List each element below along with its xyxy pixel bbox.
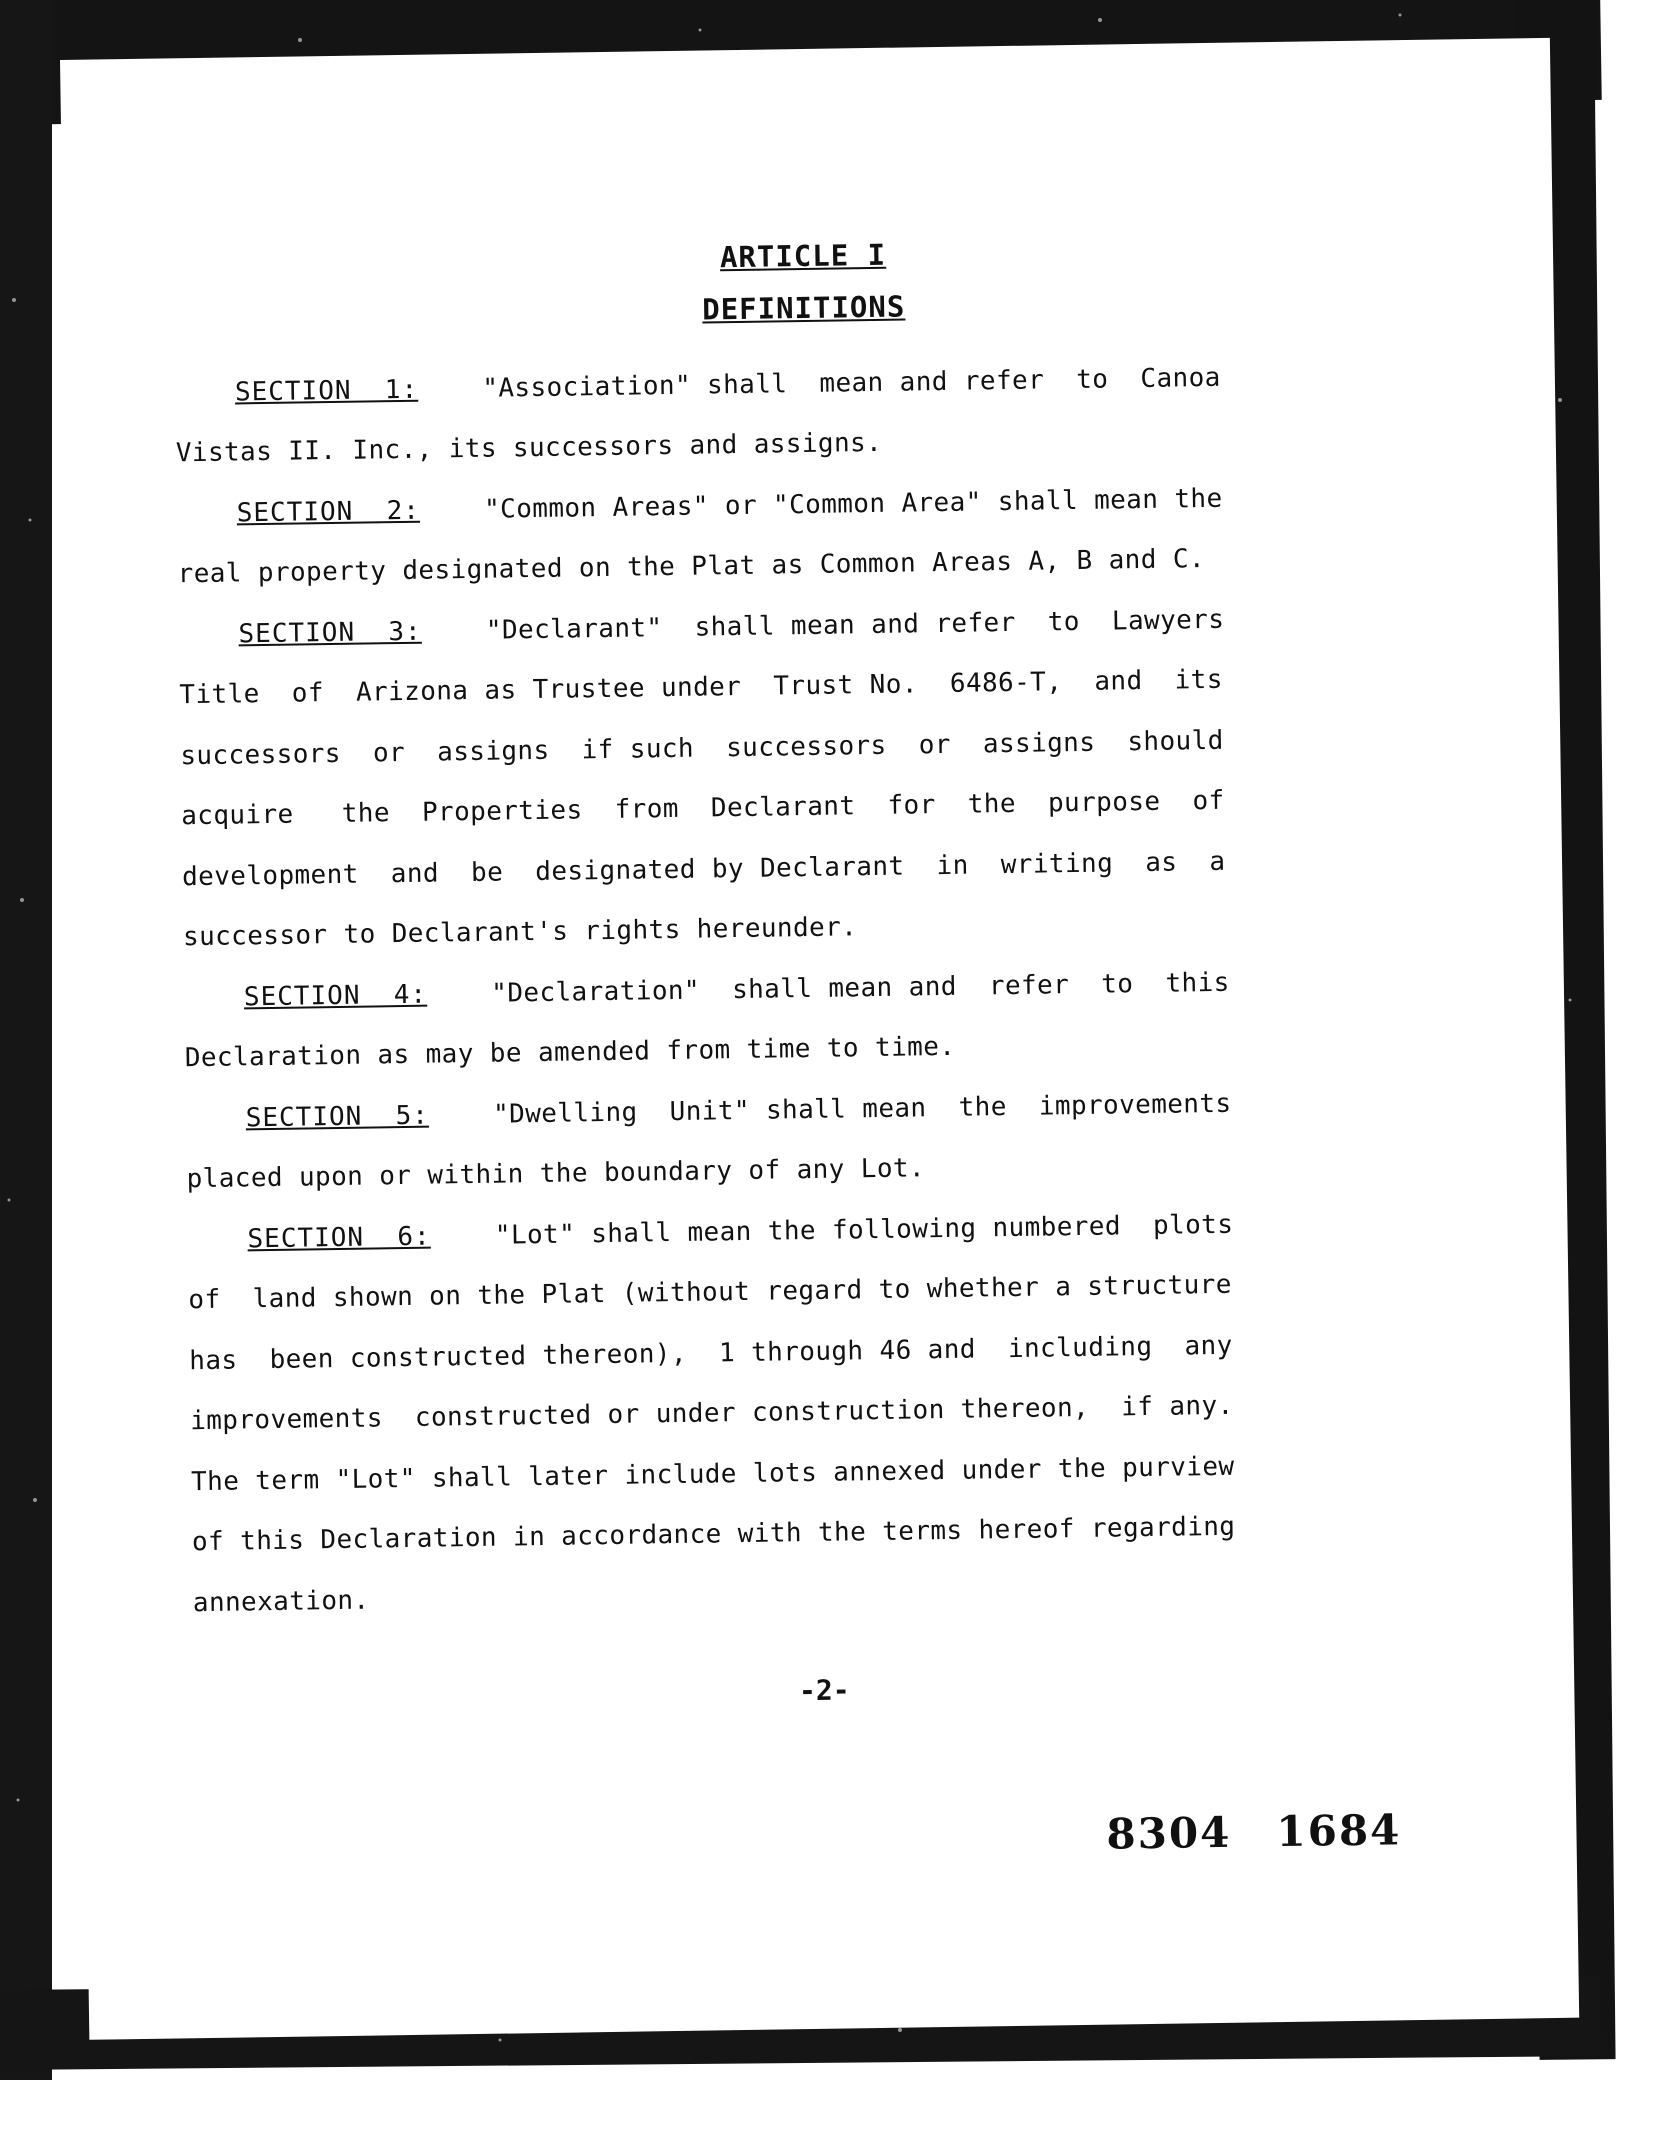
section-5-first-line <box>245 1089 1231 1134</box>
section-3-line-6: successor to Declarant's rights hereunder. <box>182 912 858 953</box>
section-1-label: SECTION 1: <box>234 374 419 408</box>
recording-stamp-page: 1684 <box>1276 1805 1402 1857</box>
section-2-label: SECTION 2: <box>236 495 421 529</box>
section-2-line-2: real property designated on the Plat as Common Areas A, B and C. <box>177 544 1206 590</box>
section-6-line-4: improvements constructed or under construction thereon, if any. <box>189 1390 1234 1437</box>
section-3-line-4: acquire the Properties from Declarant for the purpose of <box>181 785 1225 832</box>
section-6-line-5: The term "Lot" shall later include lots annexed under the purview <box>190 1451 1235 1498</box>
section-1-text: "Association" shall mean and refer to Canoa <box>482 362 1221 404</box>
section-3-line-3: successors or assigns if such successors or assigns should <box>180 725 1224 772</box>
section-5-label: SECTION 5: <box>245 1100 430 1134</box>
section-5-line-2: placed upon or within the boundary of any Lot. <box>186 1153 926 1195</box>
section-5-text: "Dwelling Unit" shall mean the improvements <box>492 1088 1232 1130</box>
section-3-label: SECTION 3: <box>238 616 422 650</box>
article-title: ARTICLE I <box>719 237 887 275</box>
section-6-text: "Lot" shall mean the following numbered plots <box>494 1209 1234 1251</box>
definitions-title: DEFINITIONS <box>701 289 906 327</box>
section-4-first-line <box>244 968 1230 1013</box>
section-6-label: SECTION 6: <box>247 1221 431 1255</box>
section-3-line-5: development and be designated by Declarant in writing as a <box>181 846 1226 893</box>
recording-stamp-docket: 8304 <box>1106 1807 1232 1859</box>
document-page <box>60 38 1579 2040</box>
section-4-line-2: Declaration as may be amended from time to time. <box>184 1031 956 1074</box>
section-2-text: "Common Areas" or "Common Area" shall mean the <box>483 483 1223 525</box>
section-3-first-line <box>238 605 1224 650</box>
section-6-line-7: annexation. <box>192 1585 370 1619</box>
section-1-first-line <box>235 363 1221 408</box>
section-1-line-2: Vistas II. Inc., its successors and assigns. <box>175 427 883 469</box>
section-6-line-3: has been constructed thereon), 1 through 46 and including any <box>189 1330 1233 1377</box>
section-6-line-2: of land shown on the Plat (without regard to whether a structure <box>188 1269 1232 1316</box>
section-4-text: "Declaration" shall mean and refer to this <box>491 967 1230 1009</box>
section-3-text: "Declarant" shall mean and refer to Lawyers <box>485 604 1225 646</box>
section-2-first-line <box>237 484 1223 529</box>
section-6-first-line <box>247 1210 1233 1255</box>
section-3-line-2: Title of Arizona as Trustee under Trust No. 6486-T, and its <box>179 664 1224 711</box>
section-4-label: SECTION 4: <box>243 979 428 1013</box>
page-number: -2- <box>798 1673 850 1708</box>
section-6-line-6: of this Declaration in accordance with the terms hereof regarding <box>191 1511 1236 1558</box>
